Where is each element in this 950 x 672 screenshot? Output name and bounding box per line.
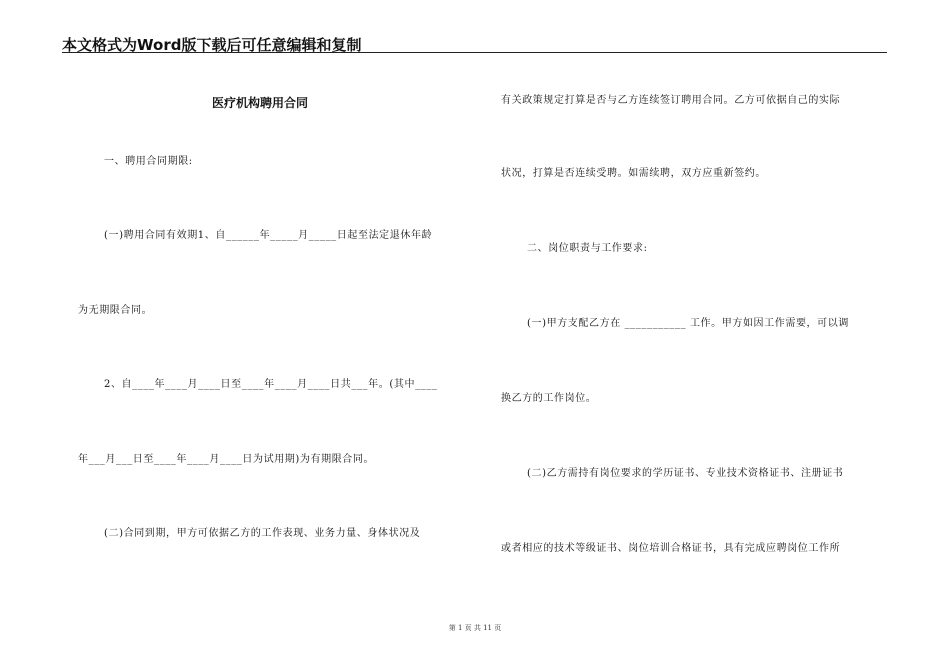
paragraph-line: 年___月___日至____年____月____日为试用期)为有期限合同。 [78,454,375,465]
page-number-footer: 第 1 页 共 11 页 [448,624,502,632]
paragraph-line: 或者相应的技术等级证书、岗位培训合格证书，具有完成应聘岗位工作所 [501,543,841,554]
paragraph-line: 有关政策规定打算是否与乙方连续签订聘用合同。乙方可依据自己的实际 [501,95,841,106]
section-heading-contract-term: 一、聘用合同期限: [104,156,193,167]
paragraph-line: 状况，打算是否连续受聘。如需续聘，双方应重新签约。 [501,168,766,179]
paragraph-line: 2、自____年____月____日至____年____月____日共___年。(其中____ [104,379,438,390]
paragraph-line: 为无期限合同。 [78,305,153,316]
paragraph-line: 换乙方的工作岗位。 [501,393,597,404]
header-divider [62,52,887,53]
document-header-banner: 本文格式为Word版下载后可任意编辑和复制 [62,36,362,54]
paragraph-line: (一)甲方支配乙方在 ___________ 工作。甲方如因工作需要，可以调 [527,318,849,329]
document-title: 医疗机构聘用合同 [211,96,308,110]
paragraph-line: (二)乙方需持有岗位要求的学历证书、专业技术资格证书、注册证书 [527,468,844,479]
section-heading-job-duties: 二、岗位职责与工作要求: [527,243,648,254]
paragraph-line: (二)合同到期，甲方可依据乙方的工作表现、业务力量、身体状况及 [104,528,421,539]
paragraph-line: (一)聘用合同有效期1、自______年_____月_____日起至法定退休年龄 [104,230,433,241]
